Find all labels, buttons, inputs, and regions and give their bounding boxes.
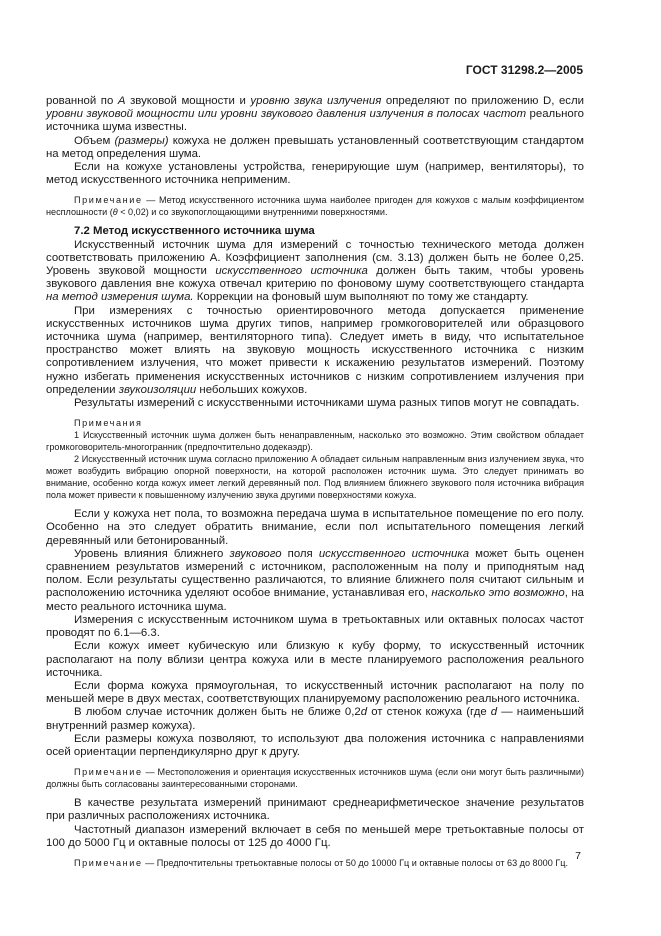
body-paragraph: В любом случае источник должен быть не ближе 0,2d от стенок кожуха (где d — наименьший внутренний размер кожуха).	[46, 706, 585, 732]
block-gap	[46, 501, 584, 508]
body-paragraph: Результаты измерений с искусственными источниками шума разных типов могут не совпадать.	[74, 397, 580, 410]
body-paragraph: Если размеры кожуха позволяют, то используют два положения источника с направлениями осей ориентации перпендикулярно друг к другу.	[46, 732, 584, 758]
body-paragraph: В качестве результата измерений принимают среднеарифметическое значение результатов при различных расположениях источника.	[46, 797, 584, 823]
body-paragraph: рованной по А звуковой мощности и уровню звука излучения определяют по приложению D, если уровни звуковой мощности или уровни звукового давления излучения в полосах частот реального источника шума известны.	[46, 95, 584, 134]
note-paragraph: Примечания	[74, 418, 143, 429]
block-gap	[46, 759, 584, 766]
body-paragraph: Искусственный источник шума для измерений с точностью технического метода должен соответствовать приложению А. Коэффициент заполнения (см. 3.13) должен быть не более 0,25. Уровень звуковой мощности искусственного источника должен быть таким, чтобы уровень звукового давления вне кожуха отвечал критерию по фоновому шуму соответствующего стандарта на метод измерения шума. Коррекции на фоновый шум выполняют по тому же стандарту.	[46, 238, 584, 304]
section-heading: 7.2 Метод искусственного источника шума	[74, 225, 315, 238]
note-paragraph: Примечание — Метод искусственного источника шума наиболее пригоден для кожухов с малым коэффициентом несплошности (θ < 0,02) и со звукопоглощающими внутренними поверхностями.	[46, 195, 584, 218]
note-paragraph: Примечание — Местоположения и ориентация искусственных источников шума (если они могут быть различными) должны быть согласованы заинтересованными сторонами.	[46, 767, 584, 790]
document-body	[46, 95, 584, 869]
block-gap	[46, 218, 584, 225]
block-gap	[46, 790, 584, 797]
note-paragraph: 1 Искусственный источник шума должен быть ненаправленным, насколько это возможно. Этим свойством обладает громкоговоритель-многогранник (предпочтительно додекаэдр).	[46, 430, 584, 453]
block-gap	[46, 187, 584, 194]
body-paragraph: Если кожух имеет кубическую или близкую к кубу форму, то искусственный источник располагают на полу вблизи центра кожуха или в месте планируемого расположения реального источника.	[46, 640, 584, 679]
page-number: 7	[575, 850, 581, 862]
body-paragraph: Если у кожуха нет пола, то возможна передача шума в испытательное помещение по его полу. Особенно на это следует обратить внимание, если пол испытательного помещения легкий деревянный или бетонированный.	[46, 508, 584, 547]
block-gap	[46, 850, 584, 857]
note-paragraph: Примечание — Предпочтительны третьоктавные полосы от 50 до 10000 Гц и октавные полосы от 63 до 8000 Гц.	[74, 857, 568, 868]
body-paragraph: Если на кожухе установлены устройства, генерирующие шум (например, вентиляторы), то метод искусственного источника неприменим.	[46, 161, 584, 187]
body-paragraph: Частотный диапазон измерений включает в себя по меньшей мере третьоктавные полосы от 100 до 5000 Гц и октавные полосы от 125 до 4000 Гц.	[46, 823, 584, 849]
note-paragraph: 2 Искусственный источник шума согласно приложению А обладает сильным направленным вниз излучением звука, что может возбудить вибрацию опорной поверхности, на которой расположен источник шума. Это следует принимать во внимание, особенно когда кожух имеет легкий деревянный пол. Под влиянием ближнего звукового поля источника вибрация пола может привести к повышенному излучению звука другими поверхностями кожуха.	[46, 454, 584, 501]
body-paragraph: При измерениях с точностью ориентировочного метода допускается применение искусственных источников шума других типов, например громкоговорителей или образцового источника шума (например, вентиляторного типа). Следует иметь в виду, что испытательное пространство может влиять на звуковую мощность искусственного источника с низким сопротивлением излучения, что может привести к искажению результатов измерений. Поэтому нужно избегать применения искусственных источников с низким сопротивлением излучения при определении звукоизоляции небольших кожухов.	[46, 304, 584, 396]
body-paragraph: Уровень влияния ближнего звукового поля искусственного источника может быть оценен сравнением результатов измерений с источником, расположенным на полу и приподнятым над полом. Если результаты существенно различаются, то влияние ближнего поля считают сильным и расположению источника уделяют особое внимание, устанавливая его, насколько это возможно, на место реального источника шума.	[46, 547, 584, 613]
body-paragraph: Объем (размеры) кожуха не должен превышать установленный соответствующим стандартом на метод определения шума.	[46, 134, 584, 160]
body-paragraph: Если форма кожуха прямоугольная, то искусственный источник располагают на полу по меньшей мере в двух местах, соответствующих планируемому расположению реального источника.	[46, 679, 584, 706]
document-header: ГОСТ 31298.2—2005	[465, 63, 583, 77]
body-paragraph: Измерения с искусственным источником шума в третьоктавных или октавных полосах частот проводят по 6.1—6.3.	[46, 613, 584, 640]
block-gap	[46, 410, 584, 417]
